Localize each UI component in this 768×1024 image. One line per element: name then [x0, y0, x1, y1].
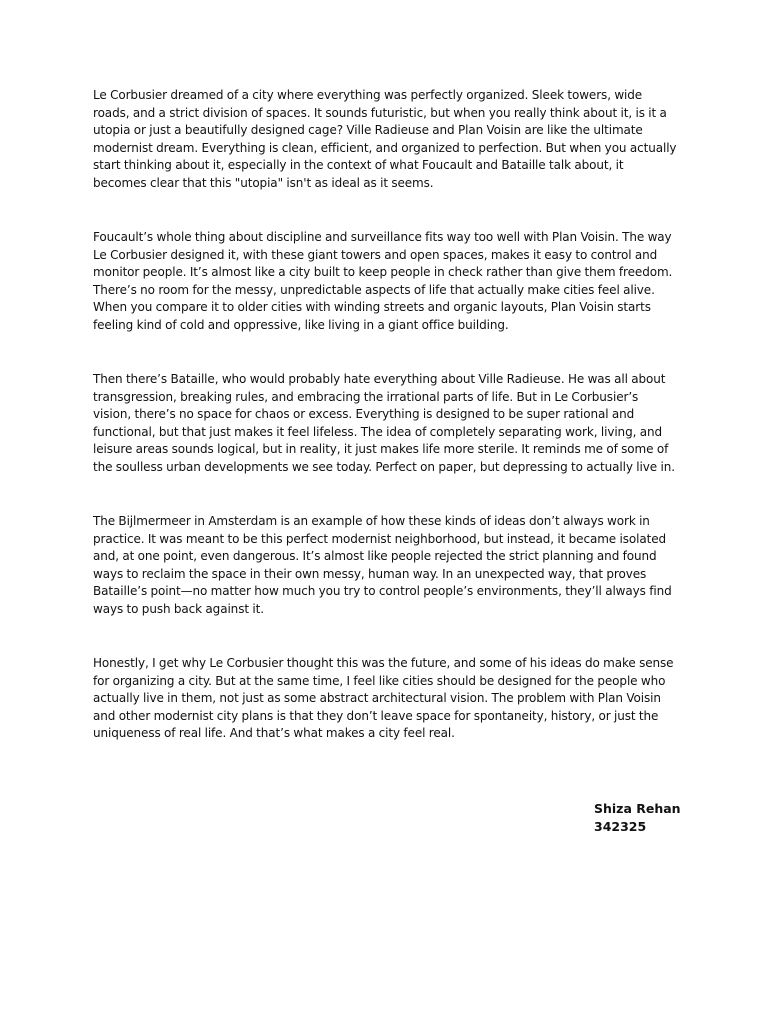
- document-body: [93, 87, 677, 743]
- author-id: 342325: [594, 819, 647, 834]
- paragraph-5: Honestly, I get why Le Corbusier thought this was the future, and some of his ideas do make sense for organizing a city. But at the same time, I feel like cities should be designed for the people who actually live in them, not just as some abstract architectural vision. The problem with Plan Voisin and other modernist city plans is that they don’t leave space for spontaneity, history, or just the uniqueness of real life. And that’s what makes a city feel real.: [93, 656, 674, 740]
- paragraph-4: The Bijlmermeer in Amsterdam is an example of how these kinds of ideas don’t always work in practice. It was meant to be this perfect modernist neighborhood, but instead, it became isolated and, at one point, even dangerous. It’s almost like people rejected the strict planning and found ways to reclaim the space in their own messy, human way. In an unexpected way, that proves Bataille’s point—no matter how much you try to control people’s environments, they’ll always find ways to push back against it.: [93, 514, 672, 616]
- author-name: Shiza Rehan: [594, 801, 681, 816]
- paragraph-3: Then there’s Bataille, who would probably hate everything about Ville Radieuse. He was all about transgression, breaking rules, and embracing the irrational parts of life. But in Le Corbusier’s vision, there’s no space for chaos or excess. Everything is designed to be super rational and functional, but that just makes it feel lifeless. The idea of completely separating work, living, and leisure areas sounds logical, but in reality, it just makes life more sterile. It reminds me of some of the soulless urban developments we see today. Perfect on paper, but depressing to actually live in.: [93, 372, 675, 474]
- signature-block: [594, 800, 681, 836]
- paragraph-2: Foucault’s whole thing about discipline and surveillance fits way too well with Plan Voisin. The way Le Corbusier designed it, with these giant towers and open spaces, makes it easy to control and monitor people. It’s almost like a city built to keep people in check rather than give them freedom. There’s no room for the messy, unpredictable aspects of life that actually make cities feel alive. When you compare it to older cities with winding streets and organic layouts, Plan Voisin starts feeling kind of cold and oppressive, like living in a giant office building.: [93, 230, 673, 332]
- paragraph-1: Le Corbusier dreamed of a city where everything was perfectly organized. Sleek towers, wide roads, and a strict division of spaces. It sounds futuristic, but when you really think about it, is it a utopia or just a beautifully designed cage? Ville Radieuse and Plan Voisin are like the ultimate modernist dream. Everything is clean, efficient, and organized to perfection. But when you actually start thinking about it, especially in the context of what Foucault and Bataille talk about, it becomes clear that this "utopia" isn't as ideal as it seems.: [93, 88, 677, 190]
